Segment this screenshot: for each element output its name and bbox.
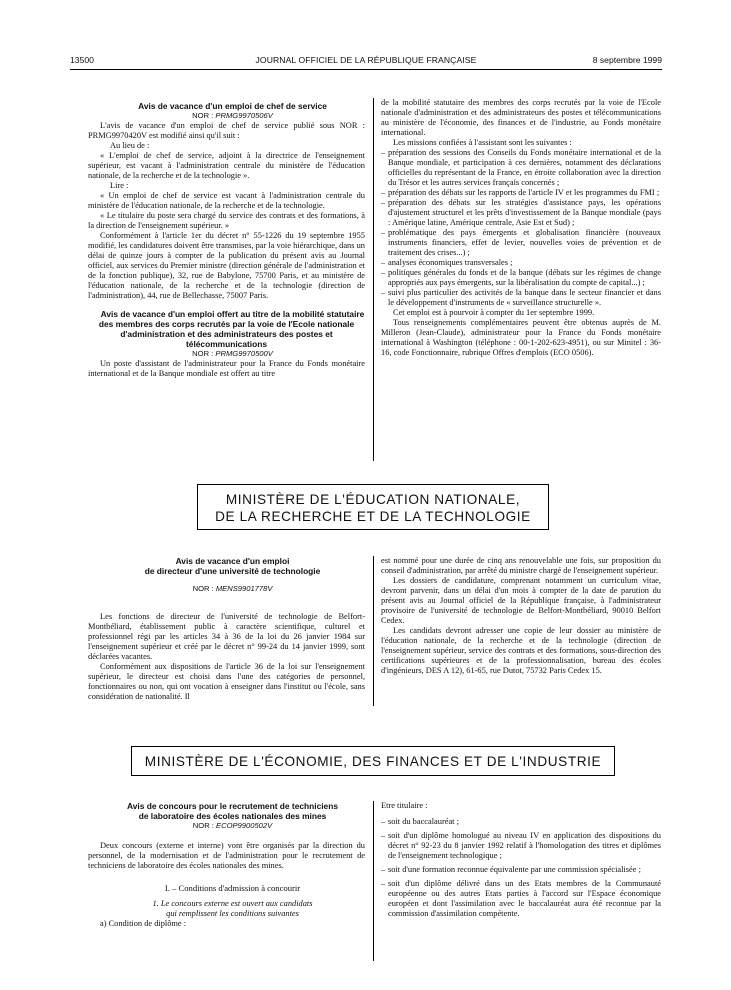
list-item: – analyses économiques transversales ;: [381, 258, 661, 268]
list-item: – préparation des débats sur les rapports de l'article IV et les programmes du FMI ;: [381, 188, 661, 198]
notice-title-directeur: de directeur d'une université de technologie: [144, 566, 321, 576]
column-divider: [373, 98, 374, 461]
paragraph: Cet emploi est à pourvoir à compter du 1er septembre 1999.: [393, 308, 595, 317]
ministry-heading-education: [197, 484, 549, 530]
nor-reference: NOR : ECOP9900502V: [192, 821, 273, 830]
list-item: – soit d'une formation reconnue équivalente par une commission spécialisée ;: [381, 865, 661, 875]
notice-title-chef-service: Avis de vacance d'un emploi de chef de service: [138, 101, 327, 111]
paragraph: Etre titulaire :: [381, 801, 428, 810]
ministry-line: MINISTÈRE DE L'ÉCONOMIE, DES FINANCES ET DE L'INDUSTRIE: [144, 754, 602, 769]
paragraph: Les fonctions de directeur de l'université de technologie de Belfort-Montbéliard, établissement public à caractère scientifique, culturel et professionnel régi par les articles 34 à 36 de la loi du 26 janvier 1984 sur l'enseignement supérieur et créé par le décret n° 99-24 du 14 janvier 1999, sont déclarées vacantes.: [88, 612, 365, 661]
list-item: – suivi plus particulier des activités de la banque dans le secteur financier et dans le développement d'instruments de « surveillance structurelle ».: [381, 288, 661, 308]
journal-title: JOURNAL OFFICIEL DE LA RÉPUBLIQUE FRANÇAISE: [255, 55, 477, 65]
list-item: – soit du baccalauréat ;: [381, 817, 661, 827]
list-item: – problématique des pays émergents et globalisation financière (nouveaux instruments financiers, effet de levier, nouvelles voies de prévention et de traitement des crises...) ;: [381, 228, 661, 258]
list-item: – politiques générales du fonds et de la banque (débats sur les régimes de change appropriés aux pays émergents, sur la libéralisation du compte de capital...) ;: [381, 268, 661, 288]
paragraph: « Le titulaire du poste sera chargé du service des contrats et des formations, à la direction de l'enseignement supérieur. »: [88, 211, 365, 230]
notice-title-directeur: Avis de vacance d'un emploi: [175, 556, 290, 566]
running-header: [70, 55, 662, 69]
section3-right-column: [381, 801, 661, 919]
section1-left-column: [88, 101, 365, 379]
issue-date: 8 septembre 1999: [592, 55, 662, 65]
sub-heading: 1. Le concours externe est ouvert aux candidats: [152, 899, 313, 908]
paragraph: Deux concours (externe et interne) vont être organisés par la direction du personnel, de la modernisation et de l'administration pour le recrutement de techniciens de laboratoire des écoles nationales des mines.: [88, 841, 365, 870]
paragraph: Conformément à l'article 1er du décret n° 55-1226 du 19 septembre 1955 modifié, les candidatures doivent être transmises, par la voie hiérarchique, dans un délai de quinze jours à compter de la publication du présent avis au Journal officiel, aux services du Premier ministre (direction générale de l'administration et de la fonction publique), 32, rue de Babylone, 75700 Paris, et au ministère de l'éducation nationale, de la recherche et de la technologie (direction de l'administration), 44, rue de Bellechasse, 75007 Paris.: [88, 231, 365, 300]
column-divider: [373, 801, 374, 961]
list-item: – soit d'un diplôme délivré dans un des Etats membres de la Communauté européenne ou des autres Etats parties à l'accord sur l'Espace économique européen et dont l'assimilation avec le baccalauréat aura été reconnue par la commission d'assimilation compétente.: [381, 879, 661, 919]
ministry-heading-economie: [131, 746, 615, 776]
paragraph: Tous renseignements complémentaires peuvent être obtenus auprès de M. Milleron (Jean-Claude), administrateur pour la France du Fonds monétaire international à Washington (téléphone : 00-1-202-623-4951), ou sur Minitel : 36-16, code Fonctionnaire, rubrique Offres d'emplois (ECO 0506).: [381, 318, 661, 357]
paragraph: est nommé pour une durée de cinq ans renouvelable une fois, sur proposition du conseil d'administration, par arrêté du ministre chargé de l'enseignement supérieur.: [381, 556, 661, 575]
column-divider: [373, 556, 374, 706]
section3-left-column: [88, 801, 365, 929]
paragraph: « L'emploi de chef de service, adjoint à la directrice de l'enseignement supérieur, est vacant à l'administration centrale du ministère de l'éducation nationale, de la recherche et de la technologie ».: [88, 151, 365, 180]
paragraph: Les candidats devront adresser une copie de leur dossier au ministère de l'éducation nationale, de la recherche et de la technologie (direction de l'enseignement supérieur, service des contrats et des formations, sous-direction des certifications supérieures et de la professionnalisation, bureau des écoles d'ingénieurs, DES A 12), 61-65, rue Dutot, 75732 Paris Cedex 15.: [381, 626, 661, 675]
notice-title-concours: Avis de concours pour le recrutement de techniciens: [127, 801, 338, 811]
paragraph: Au lieu de :: [110, 141, 150, 150]
nor-reference: NOR : PRMG9970506V: [192, 111, 273, 120]
paragraph: Les dossiers de candidature, comprenant notamment un curriculum vitae, devront parvenir, dans un délai d'un mois à compter de la date de parution du présent avis au Journal officiel de la République française, à l'administrateur provisoire de l'université de technologie de Belfort-Montbéliard, 90010 Belfort Cedex.: [381, 576, 661, 625]
paragraph: Lire :: [110, 181, 129, 190]
section1-right-column: [381, 98, 661, 358]
paragraph: L'avis de vacance d'un emploi de chef de service publié sous NOR : PRMG9970420V est modifié ainsi qu'il suit :: [88, 121, 365, 140]
notice-title-mobilite: Avis de vacance d'un emploi offert au titre de la mobilité statutaire des membres des corps recrutés par la voie de l'Ecole nationale d'administration et des administrateurs des postes et télécommunications: [98, 309, 365, 349]
notice-title-concours: de laboratoire des écoles nationales des mines: [138, 811, 327, 821]
nor-reference: NOR : PRMG9970500V: [192, 349, 273, 358]
section-heading: I. – Conditions d'admission à concourir: [164, 883, 301, 893]
paragraph: « Un emploi de chef de service est vacant à l'administration centrale du ministère de l'éducation nationale, de la recherche et de la technologie.: [88, 191, 365, 210]
section2-right-column: [381, 556, 661, 676]
paragraph: Conformément aux dispositions de l'article 36 de la loi sur l'enseignement supérieur, le directeur est choisi dans l'une des catégories de personnel, fonctionnaires ou non, qui ont vocation à enseigner dans l'institut ou l'école, sans considération de nationalité. Il: [88, 662, 365, 701]
list-item: – préparation des débats sur les stratégies d'assistance pays, les opérations d'ajustement structurel et les prêts d'investissement de la Banque mondiale (pays : Amérique latine, Amérique centrale, Asie Est et Sud) ;: [381, 198, 661, 228]
page-number: 13500: [70, 55, 94, 65]
paragraph: de la mobilité statutaire des membres des corps recrutés par la voie de l'Ecole nationale d'administration et des administrateurs des postes et télécommunications au ministère de l'économie, des finances et de l'industrie, au Fonds monétaire international.: [381, 98, 661, 137]
paragraph: a) Condition de diplôme :: [100, 919, 187, 928]
ministry-line: MINISTÈRE DE L'ÉDUCATION NATIONALE,: [225, 492, 521, 507]
list-item: – soit d'un diplôme homologué au niveau IV en application des dispositions du décret n° 92-23 du 8 janvier 1992 relatif à l'homologation des titres et diplômes de l'enseignement technologique ;: [381, 831, 661, 861]
paragraph: Les missions confiées à l'assistant sont les suivantes :: [393, 138, 572, 147]
list-item: – préparation des sessions des Conseils du Fonds monétaire international et de la Banque mondiale, et participation à ces dernières, notamment des déclarations officielles du représentant de la France, en étroite collaboration avec la direction du Trésor et les autres services français concernés ;: [381, 148, 661, 188]
nor-reference: NOR : MENS9901778V: [192, 584, 273, 593]
sub-heading: qui remplissent les conditions suivantes: [166, 909, 299, 918]
header-rule: [70, 69, 662, 70]
ministry-line: DE LA RECHERCHE ET DE LA TECHNOLOGIE: [215, 509, 531, 524]
section2-left-column: [88, 556, 365, 702]
paragraph: Un poste d'assistant de l'administrateur pour la France du Fonds monétaire international et de la Banque mondiale est offert au titre: [88, 359, 365, 378]
